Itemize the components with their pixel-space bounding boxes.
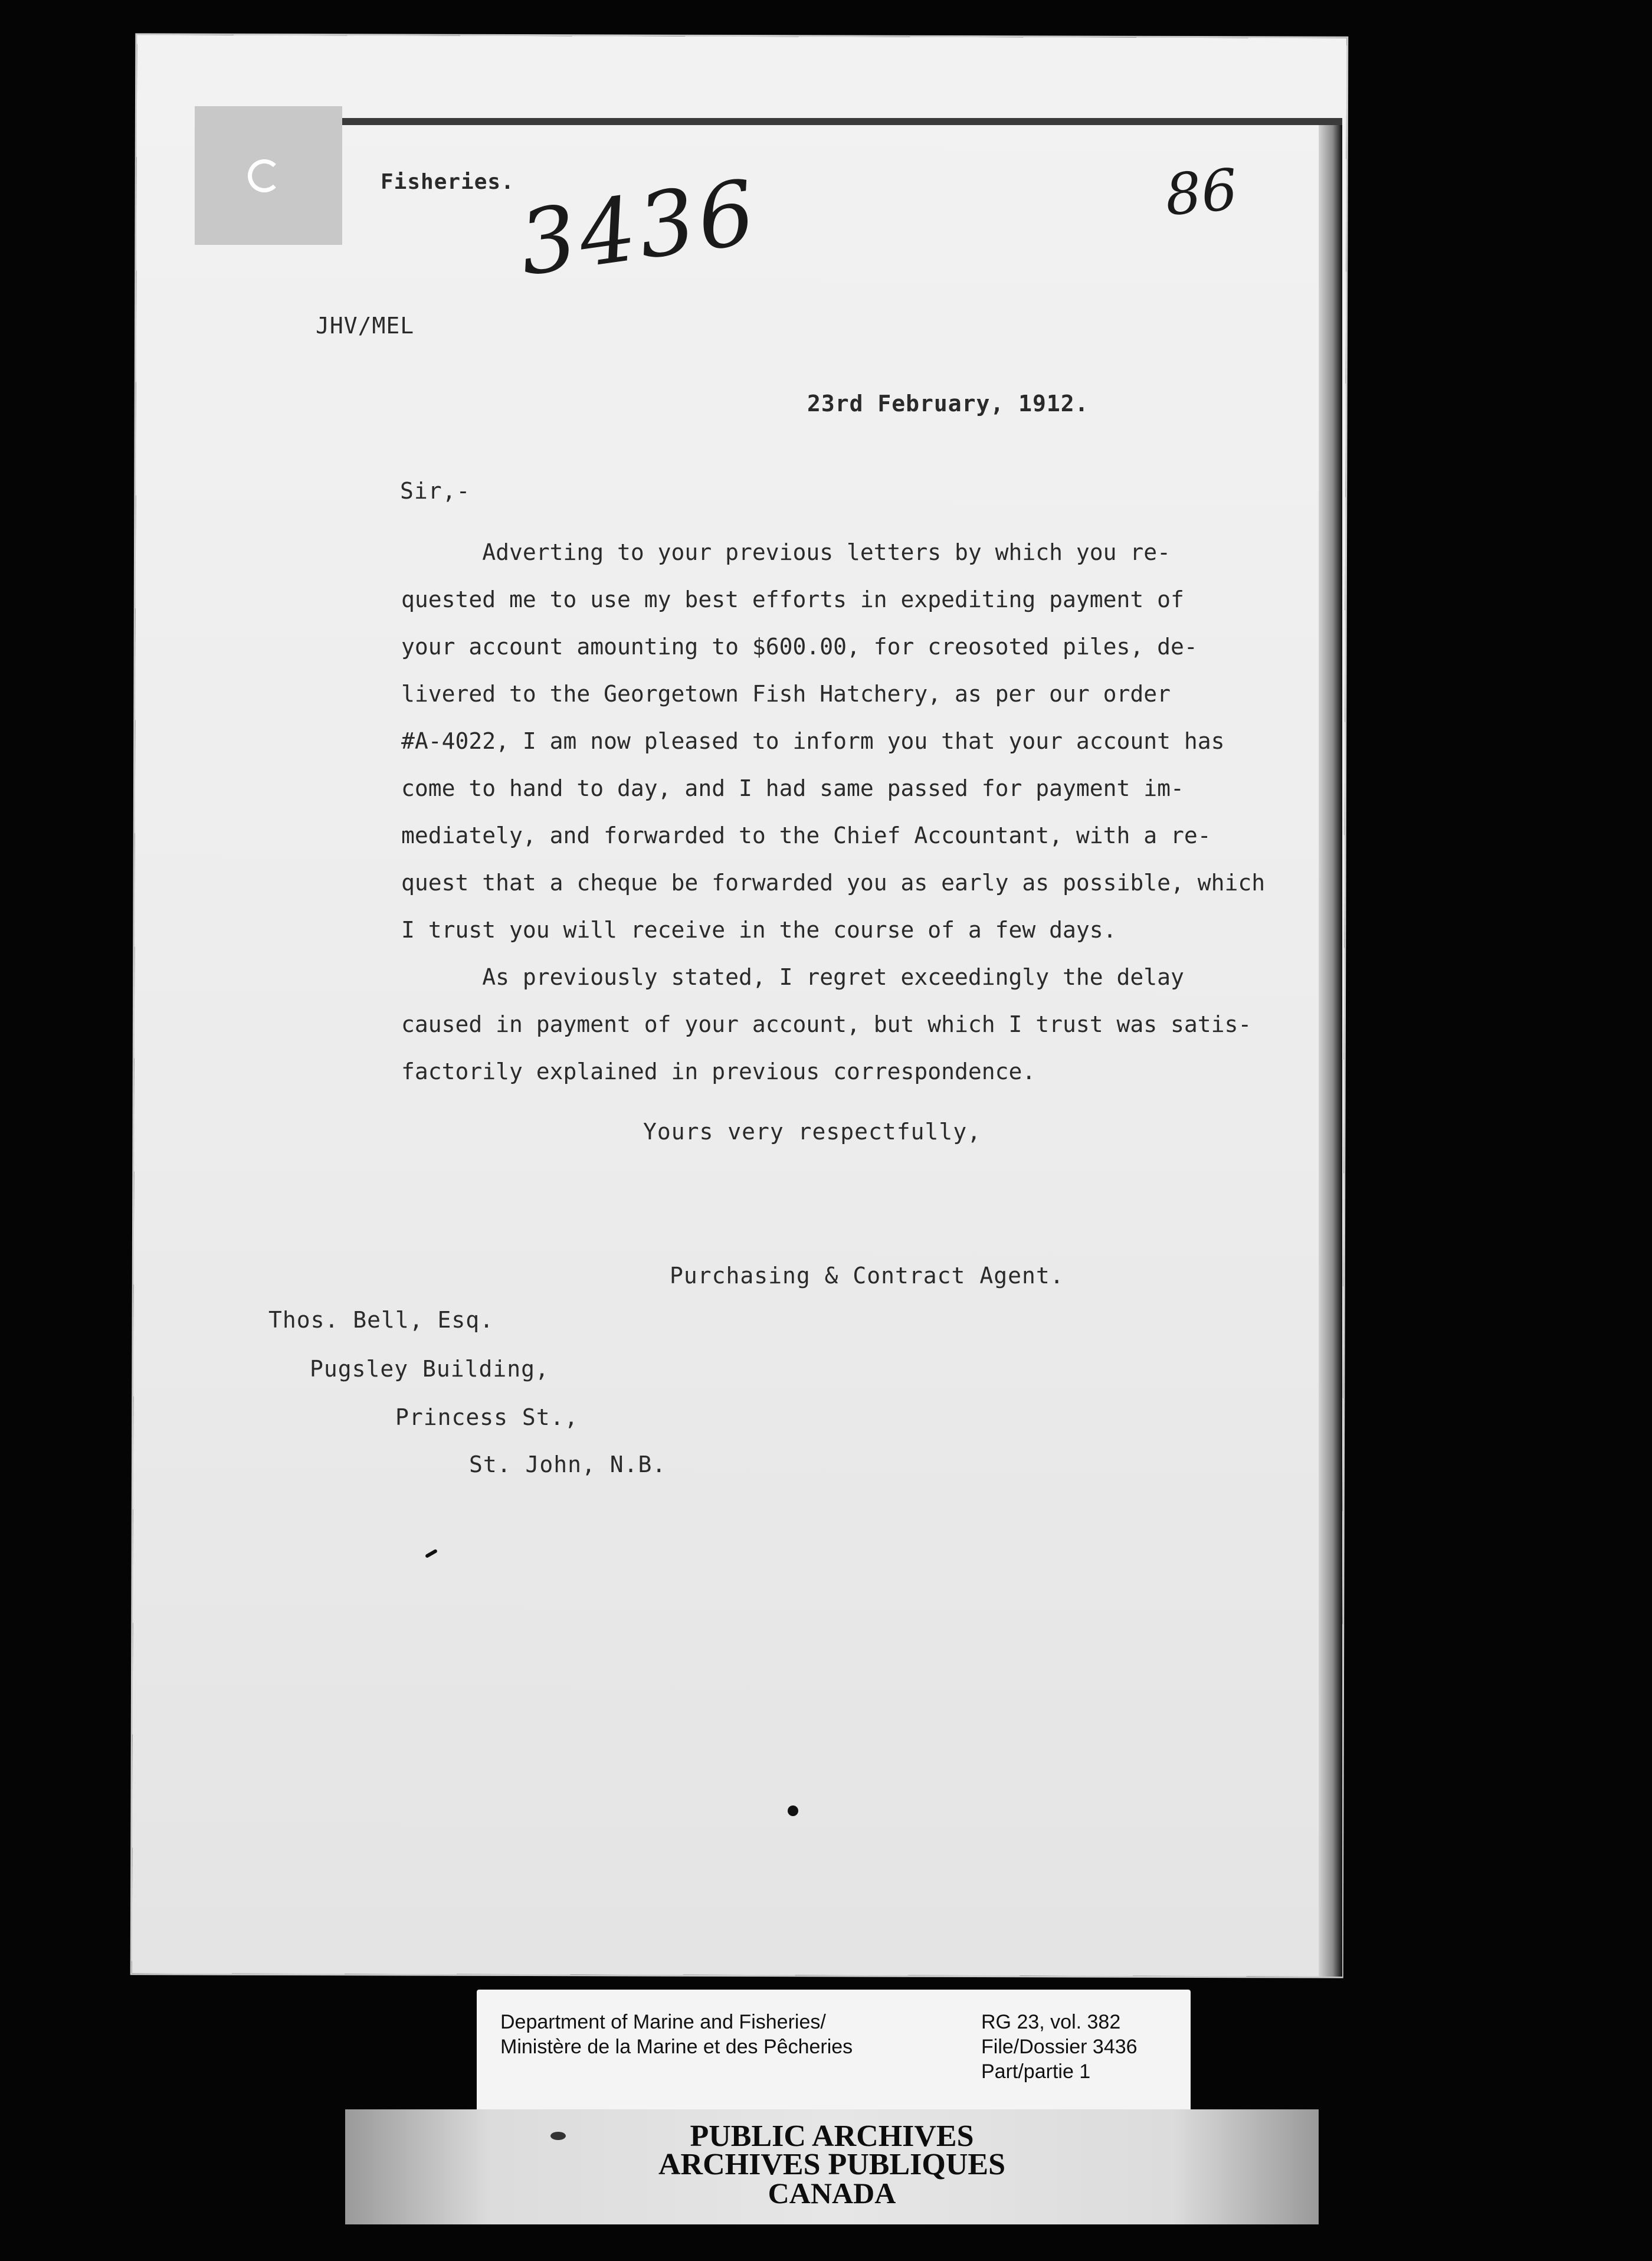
address-street: Princess St., [395, 1404, 579, 1430]
stamp-line-2: ARCHIVES PUBLIQUES [658, 2148, 1006, 2181]
stamp-line-1: PUBLIC ARCHIVES [690, 2119, 974, 2153]
salutation: Sir,- [400, 478, 471, 504]
letter-body [401, 529, 1333, 1095]
sheet-top-edge [339, 118, 1342, 125]
address-name: Thos. Bell, Esq. [268, 1307, 494, 1333]
record-group: RG 23, vol. 382 [981, 2011, 1121, 2033]
body-line: #A-4022, I am now pleased to inform you that your account has [401, 728, 1225, 754]
body-line: quest that a cheque be forwarded you as early as possible, which [401, 870, 1266, 896]
body-line: come to hand to day, and I had same passed for payment im- [401, 775, 1184, 801]
department-en: Department of Marine and Fisheries/ [500, 2011, 826, 2033]
body-line: quested me to use my best efforts in expediting payment of [401, 586, 1184, 612]
body-line: mediately, and forwarded to the Chief Accountant, with a re- [401, 823, 1211, 848]
body-line: Adverting to your previous letters by which you re- [401, 539, 1171, 565]
handwritten-file-number: 3436 [513, 160, 765, 296]
body-line: I trust you will receive in the course of a few days. [401, 917, 1117, 943]
closing: Yours very respectfully, [643, 1119, 982, 1145]
ink-dot [788, 1805, 798, 1816]
body-line: caused in payment of your account, but which I trust was satis- [401, 1011, 1252, 1037]
reference-initials: JHV/MEL [316, 313, 415, 339]
archive-reference [981, 2010, 1138, 2084]
file-number: File/Dossier 3436 [981, 2036, 1138, 2058]
department-heading: Fisheries. [381, 170, 514, 194]
address-building: Pugsley Building, [310, 1356, 549, 1382]
letter-date: 23rd February, 1912. [807, 391, 1089, 417]
archive-department [500, 2010, 853, 2059]
archive-stamp [345, 2119, 1319, 2210]
corner-ring-icon [248, 159, 281, 192]
stamp-line-3: CANADA [768, 2177, 896, 2210]
handwritten-page-number: 86 [1162, 156, 1240, 229]
body-line: factorily explained in previous correspondence. [401, 1059, 1036, 1084]
body-line: livered to the Georgetown Fish Hatchery, as per our order [401, 681, 1171, 707]
department-fr: Ministère de la Marine et des Pêcheries [500, 2036, 853, 2058]
address-city: St. John, N.B. [469, 1451, 667, 1477]
part-number: Part/partie 1 [981, 2060, 1091, 2083]
archive-label-card [477, 1990, 1191, 2113]
body-line: your account amounting to $600.00, for creosoted piles, de- [401, 634, 1198, 660]
archive-stamp-band [345, 2109, 1319, 2224]
signature-title: Purchasing & Contract Agent. [670, 1263, 1064, 1289]
body-line: As previously stated, I regret exceedingly the delay [401, 964, 1184, 990]
